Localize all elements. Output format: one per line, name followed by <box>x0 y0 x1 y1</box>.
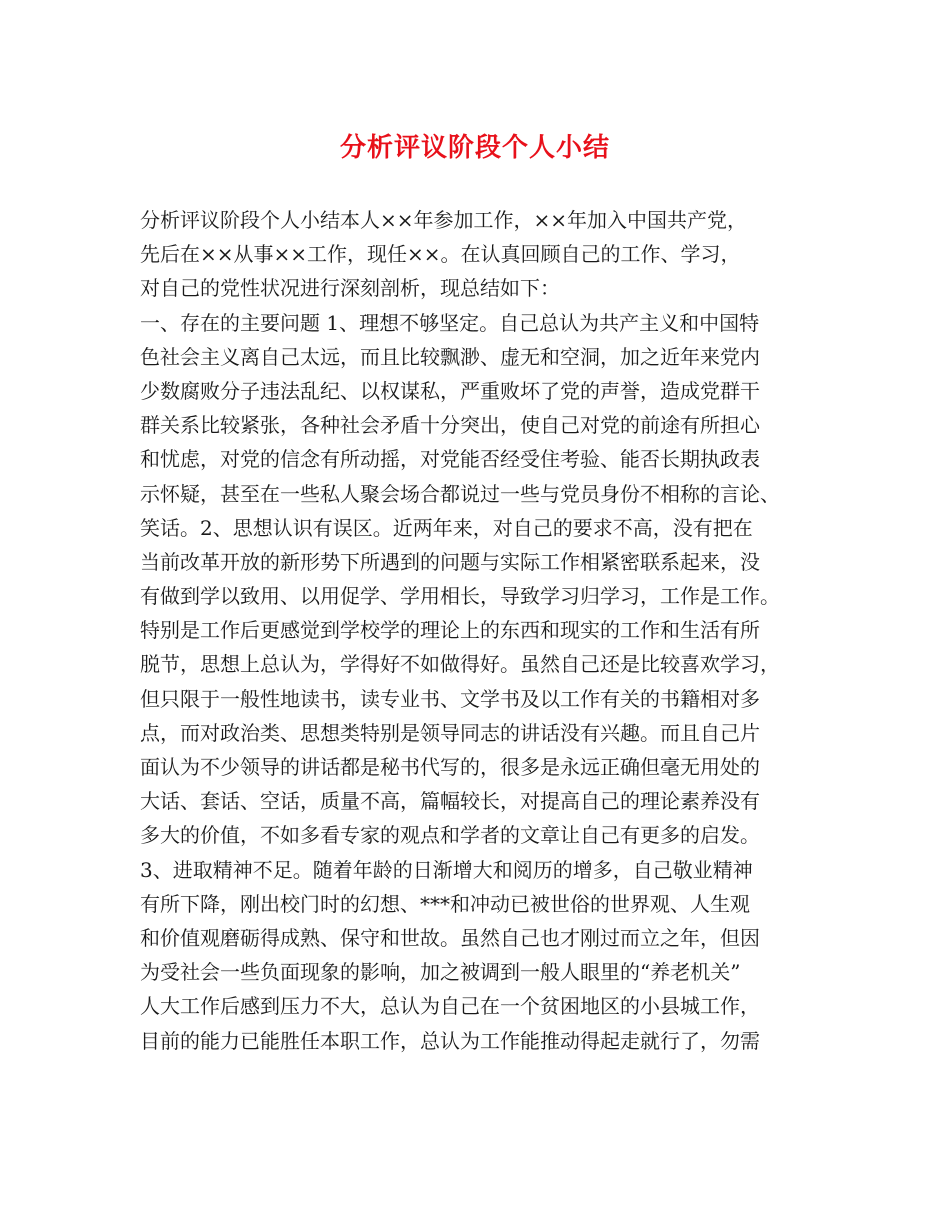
body-text-line: 和价值观磨砺得成熟、保守和世故。虽然自己也才刚过而立之年，但因 <box>140 925 760 950</box>
body-text-line: 目前的能力已能胜任本职工作，总认为工作能推动得起走就行了，勿需 <box>140 1028 760 1053</box>
body-text-line: 有做到学以致用、以用促学、学用相长，导致学习归学习，工作是工作。 <box>140 584 780 609</box>
document-title: 分析评议阶段个人小结 <box>339 133 610 163</box>
body-text-line: 少数腐败分子违法乱纪、以权谋私，严重败坏了党的声誉，造成党群干 <box>140 378 760 403</box>
document-body <box>140 203 830 1058</box>
body-text-line: 对自己的党性状况进行深刻剖析，现总结如下： <box>140 276 560 301</box>
body-text-line: 点，而对政治类、思想类特别是领导同志的讲话没有兴趣。而且自己片 <box>140 720 760 745</box>
body-text-line: 有所下降，刚出校门时的幻想、***和冲动已被世俗的世界观、人生观 <box>140 891 750 916</box>
body-text-line: 笑话。2、思想认识有误区。近两年来，对自己的要求不高，没有把在 <box>140 515 753 540</box>
body-text-line: 但只限于一般性地读书，读专业书、文学书及以工作有关的书籍相对多 <box>140 686 760 711</box>
body-text-line: 大话、套话、空话，质量不高，篇幅较长，对提高自己的理论素养没有 <box>140 789 760 814</box>
body-text-line: 和忧虑，对党的信念有所动摇，对党能否经受住考验、能否长期执政表 <box>140 447 760 472</box>
body-text-line: 色社会主义离自己太远，而且比较飘渺、虚无和空洞，加之近年来党内 <box>140 344 760 369</box>
body-text-line: 示怀疑，甚至在一些私人聚会场合都说过一些与党员身份不相称的言论、 <box>140 481 780 506</box>
body-text-line: 当前改革开放的新形势下所遇到的问题与实际工作相紧密联系起来，没 <box>140 549 760 574</box>
body-text-line: 3、进取精神不足。随着年龄的日渐增大和阅历的增多，自己敬业精神 <box>140 857 753 882</box>
body-text-line: 特别是工作后更感觉到学校学的理论上的东西和现实的工作和生活有所 <box>140 618 760 643</box>
body-text-line: 面认为不少领导的讲话都是秘书代写的，很多是永远正确但毫无用处的 <box>140 755 760 779</box>
body-text-line: 多大的价值，不如多看专家的观点和学者的文章让自己有更多的启发。 <box>140 823 760 848</box>
body-text-line: 一、存在的主要问题 1、理想不够坚定。自己总认为共产主义和中国特 <box>140 310 760 335</box>
body-text-line: 人大工作后感到压力不大，总认为自己在一个贫困地区的小县城工作， <box>140 994 760 1019</box>
body-text-line: 群关系比较紧张，各种社会矛盾十分突出，使自己对党的前途有所担心 <box>140 413 760 438</box>
body-text-line: 分析评议阶段个人小结本人××年参加工作，××年加入中国共产党， <box>140 208 748 232</box>
body-text-line: 先后在××从事××工作，现任××。在认真回顾自己的工作、学习， <box>140 242 741 267</box>
body-text-line: 脱节，思想上总认为，学得好不如做得好。虽然自己还是比较喜欢学习， <box>140 652 780 677</box>
body-text-line: 为受社会一些负面现象的影响，加之被调到一般人眼里的“养老机关” <box>140 960 741 985</box>
